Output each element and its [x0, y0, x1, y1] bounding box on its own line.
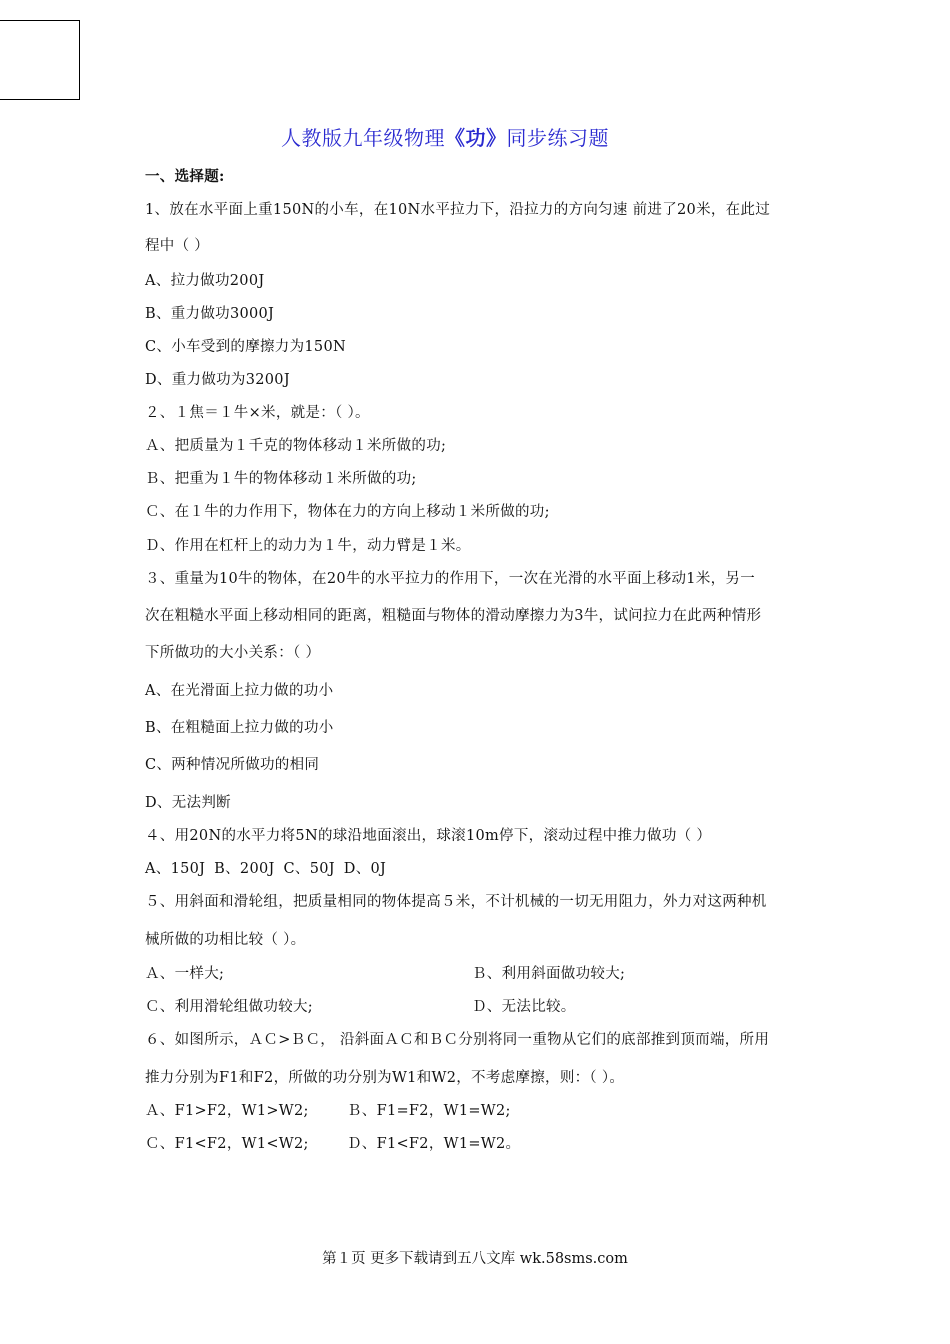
- question-5-option-b: Ｂ、利用斜面做功较大;: [472, 966, 626, 982]
- question-4-options: A、150J B、200J C、50J D、0J: [145, 861, 387, 877]
- question-3-option-b: B、在粗糙面上拉力做的功小: [145, 720, 334, 736]
- question-2-option-b: Ｂ、把重为１牛的物体移动１米所做的功;: [145, 471, 417, 487]
- question-6-text-cont: 推力分别为F1和F2，所做的功分别为W1和W2，不考虑摩擦，则：（ ）。: [145, 1070, 625, 1086]
- question-1-option-d: D、重力做功为3200J: [145, 372, 290, 388]
- question-3-option-c: C、两种情况所做功的相同: [145, 757, 320, 773]
- question-1-text: 1、放在水平面上重150N的小车，在10N水平拉力下，沿拉力的方向匀速 前进了20米，在此过: [145, 202, 771, 218]
- question-1-option-c: C、小车受到的摩擦力为150N: [145, 339, 346, 355]
- question-6-text: ６、如图所示，ＡＣ>ＢＣ， 沿斜面ＡＣ和ＢＣ分别将同一重物从它们的底部推到顶而端，所用: [145, 1032, 770, 1048]
- section-heading: 一、选择题:: [145, 168, 225, 185]
- question-6-option-d: Ｄ、F1<F2，W1=W2。: [347, 1136, 521, 1152]
- page-title: 人教版九年级物理《功》同步练习题: [281, 126, 609, 150]
- question-3-text: ３、重量为10牛的物体，在20牛的水平拉力的作用下，一次在光滑的水平面上移动1米，另一: [145, 571, 756, 587]
- corner-box: [0, 20, 80, 100]
- question-3-option-d: D、无法判断: [145, 795, 231, 811]
- question-2-text: ２、１焦＝１牛×米，就是：（ ）。: [145, 405, 370, 421]
- question-2-option-c: Ｃ、在１牛的力作用下，物体在力的方向上移动１米所做的功;: [145, 504, 550, 520]
- question-1-option-b: B、重力做功3000J: [145, 306, 275, 322]
- question-3-text-cont: 次在粗糙水平面上移动相同的距离，粗糙面与物体的滑动摩擦力为3牛，试问拉力在此两种情形: [145, 608, 762, 624]
- question-6-option-b: Ｂ、F1=F2，W1=W2;: [347, 1103, 511, 1119]
- question-5-option-d: Ｄ、无法比较。: [472, 999, 576, 1015]
- question-6-option-a: Ａ、F1>F2，W1>W2;: [145, 1103, 309, 1119]
- question-5-text-cont: 械所做的功相比较（ ）。: [145, 932, 306, 948]
- question-6-option-c: Ｃ、F1<F2，W1<W2;: [145, 1136, 309, 1152]
- question-5-option-c: Ｃ、利用滑轮组做功较大;: [145, 999, 313, 1015]
- question-1-option-a: A、拉力做功200J: [145, 273, 265, 289]
- question-3-option-a: A、在光滑面上拉力做的功小: [145, 683, 334, 699]
- question-3-text-cont2: 下所做功的大小关系：（ ）: [145, 645, 321, 661]
- question-4-text: ４、用20N的水平力将5N的球沿地面滚出，球滚10m停下，滚动过程中推力做功（ ）: [145, 828, 712, 844]
- question-2-option-d: Ｄ、作用在杠杆上的动力为１牛，动力臂是１米。: [145, 538, 471, 554]
- question-2-option-a: Ａ、把质量为１千克的物体移动１米所做的功;: [145, 438, 447, 454]
- question-5-option-a: Ａ、一样大;: [145, 966, 225, 982]
- question-5-text: ５、用斜面和滑轮组，把质量相同的物体提高５米，不计机械的一切无用阻力，外力对这两种机: [145, 894, 767, 910]
- page-footer: 第１页 更多下载请到五八文库 wk.58sms.com: [322, 1251, 628, 1267]
- question-1-text-cont: 程中（ ）: [145, 238, 210, 254]
